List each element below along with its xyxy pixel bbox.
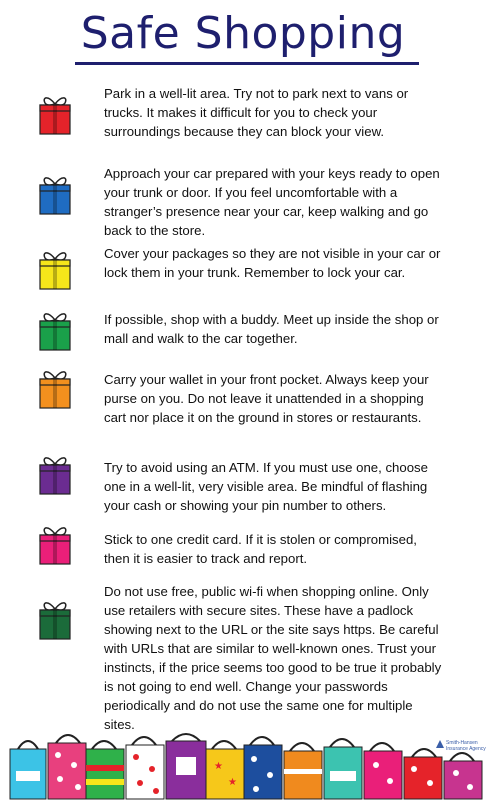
gift-icon (38, 311, 72, 351)
tip-text: Approach your car prepared with your keys ready to open your trunk or door. If you feel uncomfortable with a stranger’s presence near your car, keep walking and go back to the store. (104, 166, 440, 238)
gift-icon (38, 369, 72, 409)
gift-icon (38, 175, 72, 215)
gift-icon (38, 600, 72, 640)
gift-icon (38, 95, 72, 135)
shopping-bags-decoration (0, 735, 486, 800)
shopping-bag-icon (444, 753, 482, 799)
shopping-bag-icon (206, 741, 244, 799)
shopping-bag-icon (126, 737, 164, 799)
gift-icon (38, 455, 72, 495)
tip-text: Do not use free, public wi-fi when shopping online. Only use retailers with secure sites. These have a padlock showing next to the URL or the site says https. Be careful with URLs that are similar to well-known ones. Trust your instincts, if the price seems too good to be true it probably is not going to end well. Change your passwords periodically and do not use the same one for multiple sites. (104, 584, 442, 732)
svg-text:★: ★ (214, 761, 223, 772)
shopping-bag-icon (10, 741, 46, 799)
tip-text: Carry your wallet in your front pocket. Always keep your purse on you. Do not leave it unattended in a shopping cart nor place it on the ground in stores or restaurants. (104, 372, 429, 425)
logo-line1: Smith-Hansen (446, 740, 478, 746)
svg-text:★: ★ (228, 777, 237, 788)
gift-icon (38, 250, 72, 290)
tip-text: Try to avoid using an ATM. If you must use one, choose one in a well-lit, very visible area. Be mindful of flashing your cash or showing your pin number to others. (104, 460, 428, 513)
shopping-bag-icon (166, 734, 206, 799)
tip-text: Park in a well-lit area. Try not to park next to vans or trucks. It makes it difficult for you to check your surroundings because they can block your view. (104, 86, 409, 139)
shopping-bag-icon (48, 735, 86, 799)
gift-icon (38, 525, 72, 565)
title-underline (75, 62, 419, 65)
shopping-bag-icon (86, 741, 124, 799)
shopping-bag-icon (284, 743, 322, 799)
page-title: Safe Shopping (80, 8, 406, 59)
tip-text: Cover your packages so they are not visible in your car or lock them in your trunk. Remember to lock your car. (104, 246, 441, 280)
shopping-bag-icon (324, 739, 362, 799)
tip-text: Stick to one credit card. If it is stolen or compromised, then it is easier to track and report. (104, 532, 417, 566)
shopping-bag-icon (244, 737, 282, 799)
agency-logo (435, 738, 486, 752)
shopping-bag-icon (364, 743, 402, 799)
logo-line2: Insurance Agency (446, 746, 486, 752)
tip-text: If possible, shop with a buddy. Meet up inside the shop or mall and walk to the car together. (104, 312, 439, 346)
shopping-bag-icon (404, 749, 442, 799)
